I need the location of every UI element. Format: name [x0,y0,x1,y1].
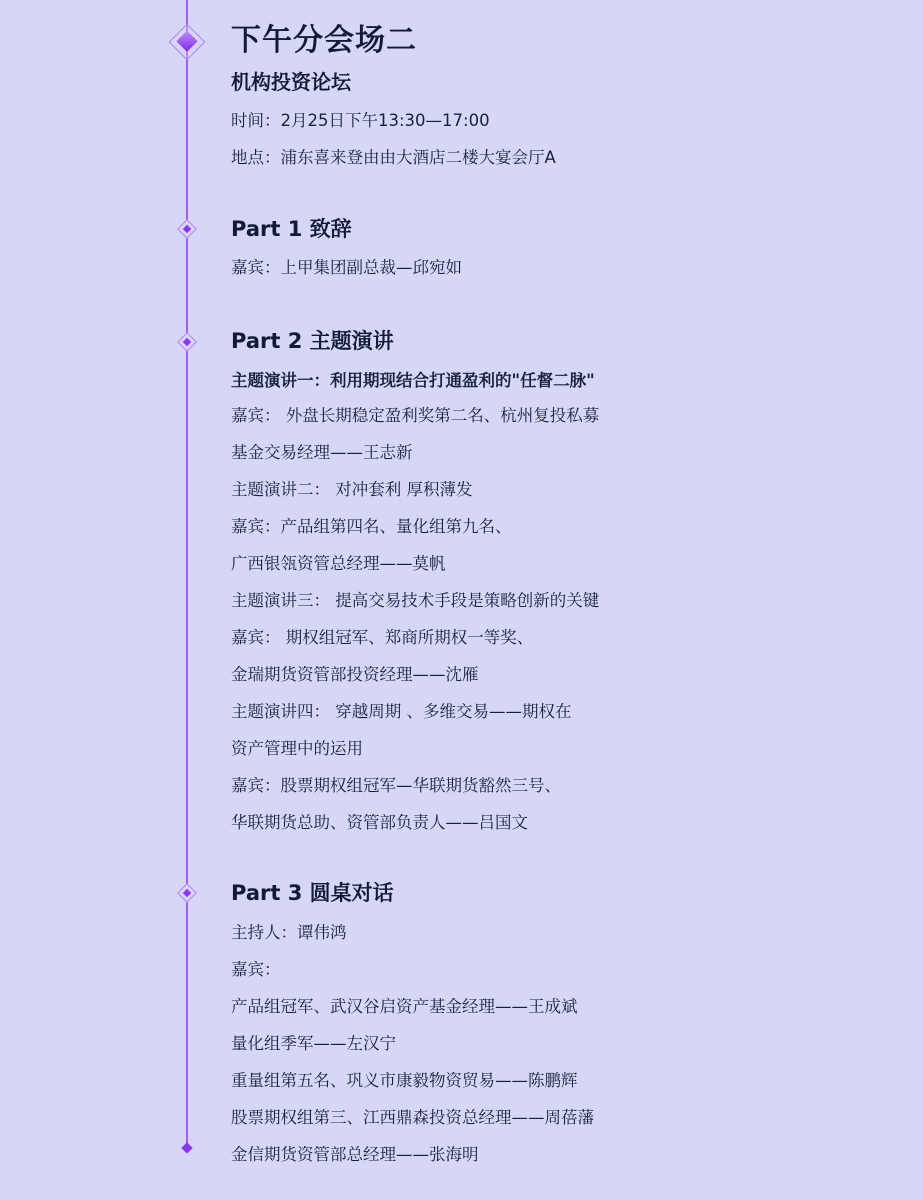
part2-line: 主题演讲三： 提高交易技术手段是策略创新的关键 [231,591,600,610]
part2-line: 主题演讲二： 对冲套利 厚积薄发 [231,480,473,499]
diamond-icon [177,219,197,239]
event-time: 时间：2月25日下午13:30—17:00 [231,111,490,130]
part1-line: 嘉宾：上甲集团副总裁—邱宛如 [231,258,462,277]
part3-line: 量化组季军——左汉宁 [231,1034,396,1053]
part3-line: 主持人：谭伟鸿 [231,923,347,942]
part2-line: 基金交易经理——王志新 [231,443,413,462]
page-title: 下午分会场二 [231,23,417,58]
part2-line: 嘉宾： 期权组冠军、郑商所期权一等奖、 [231,628,534,647]
part2-line: 嘉宾：产品组第四名、量化组第九名、 [231,517,512,536]
diamond-icon [177,883,197,903]
diamond-icon [181,1142,192,1153]
part2-line: 主题演讲一：利用期现结合打通盈利的"任督二脉" [231,371,595,390]
timeline-line [186,0,188,1150]
part3-line: 金信期货资管部总经理——张海明 [231,1145,479,1164]
part2-line: 嘉宾： 外盘长期稳定盈利奖第二名、杭州复投私募 [231,406,600,425]
diamond-icon [169,24,206,61]
part2-line: 嘉宾：股票期权组冠军—华联期货豁然三号、 [231,776,561,795]
part2-line: 金瑞期货资管部投资经理——沈雁 [231,665,479,684]
page-subtitle: 机构投资论坛 [231,70,351,94]
part3-line: 股票期权组第三、江西鼎森投资总经理——周蓓藩 [231,1108,594,1127]
part3-heading: Part 3 圆桌对话 [231,881,394,905]
part1-heading: Part 1 致辞 [231,217,352,241]
part3-line: 产品组冠军、武汉谷启资产基金经理——王成斌 [231,997,578,1016]
part2-line: 主题演讲四： 穿越周期 、多维交易——期权在 [231,702,572,721]
part2-line: 华联期货总助、资管部负责人——吕国文 [231,813,528,832]
diamond-icon [177,332,197,352]
part2-heading: Part 2 主题演讲 [231,329,394,353]
part2-line: 资产管理中的运用 [231,739,363,758]
part3-line: 嘉宾： [231,960,281,979]
part2-line: 广西银瓴资管总经理——莫帆 [231,554,446,573]
event-location: 地点：浦东喜来登由由大酒店二楼大宴会厅A [231,148,556,167]
part3-line: 重量组第五名、巩义市康毅物资贸易——陈鹏辉 [231,1071,578,1090]
